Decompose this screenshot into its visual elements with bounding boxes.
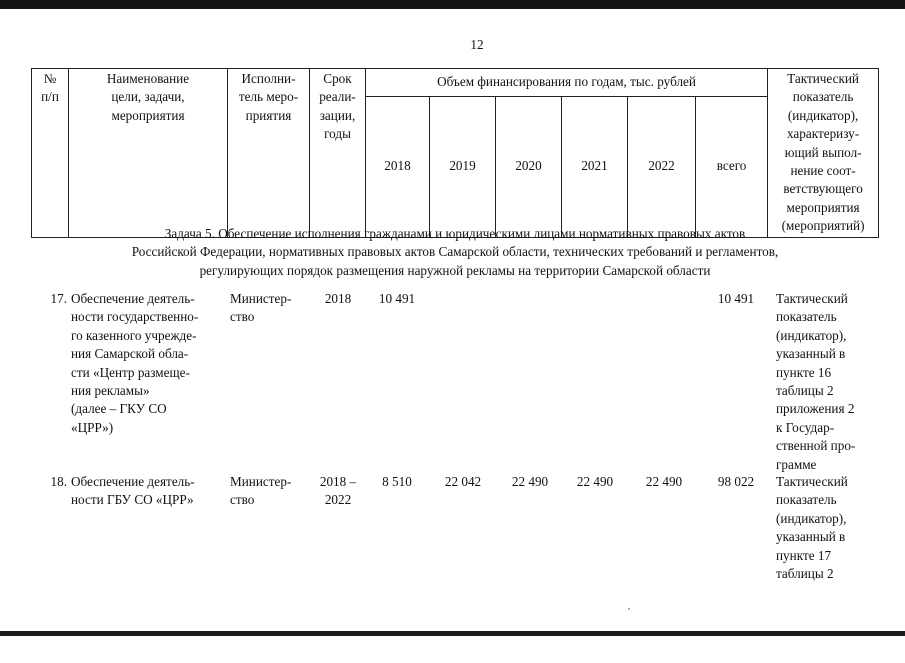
row-value-2018: 10 491: [378, 291, 416, 306]
header-num: № п/п: [32, 69, 69, 238]
header-year-2018: 2018: [366, 96, 430, 237]
row-value-2021: 22 490: [576, 474, 614, 489]
page-number: 12: [470, 37, 484, 52]
row-indicator: Тактический показатель (индикатор), указанный в пункте 16 таблицы 2 приложения 2 к Государ- ственной про- грамме: [776, 291, 856, 472]
row-name: Обеспечение деятель- ности ГБУ СО «ЦРР»: [71, 474, 195, 508]
table-header: [31, 68, 879, 238]
header-funding: Объем финансирования по годам, тыс. рублей: [366, 69, 768, 97]
row-indicator: Тактический показатель (индикатор), указанный в пункте 17 таблицы 2: [776, 474, 848, 582]
header-indicator: Тактический показатель (индикатор), характеризу- ющий выпол- нение соот- ветствующего мероприятия (мероприятий): [768, 69, 879, 238]
header-year-total: всего: [696, 96, 768, 237]
header-year-2021: 2021: [562, 96, 628, 237]
row-value-2022: 22 490: [645, 474, 683, 489]
row-value-2019: 22 042: [444, 474, 482, 489]
row-name: Обеспечение деятель- ности государственно- го казенного учрежде- ния Самарской обла- сти «Центр размеще- ния рекламы» (далее – ГКУ СО «ЦРР»): [71, 291, 199, 435]
row-executor: Министер- ство: [230, 291, 292, 325]
row-term: 2018 – 2022: [319, 474, 357, 508]
task-heading: Задача 5. Обеспечение исполнения гражданами и юридическими лицами нормативных правовых актов Российской Федерации, нормативных правовых актов Самарской области, технических требований и регламентов, регулирующих порядок размещения наружной рекламы на территории Самарской области: [131, 226, 779, 278]
header-year-2022: 2022: [628, 96, 696, 237]
row-number: 17.: [50, 291, 67, 306]
header-year-2019: 2019: [430, 96, 496, 237]
header-term: Срок реали- зации, годы: [310, 69, 366, 238]
row-executor: Министер- ство: [230, 474, 292, 508]
header-name: Наименование цели, задачи, мероприятия: [69, 69, 228, 238]
row-total: 98 022: [717, 474, 755, 489]
scan-bottom-edge: [0, 631, 905, 636]
table-row: [31, 290, 878, 480]
row-total: 10 491: [717, 291, 755, 306]
scan-speck: [628, 608, 630, 610]
row-value-2018: 8 510: [382, 474, 412, 489]
row-term: 2018: [324, 291, 352, 306]
row-value-2020: 22 490: [511, 474, 549, 489]
header-executor: Исполни- тель меро- приятия: [228, 69, 310, 238]
row-number: 18.: [50, 474, 67, 489]
scan-top-edge: [0, 0, 905, 9]
header-year-2020: 2020: [496, 96, 562, 237]
